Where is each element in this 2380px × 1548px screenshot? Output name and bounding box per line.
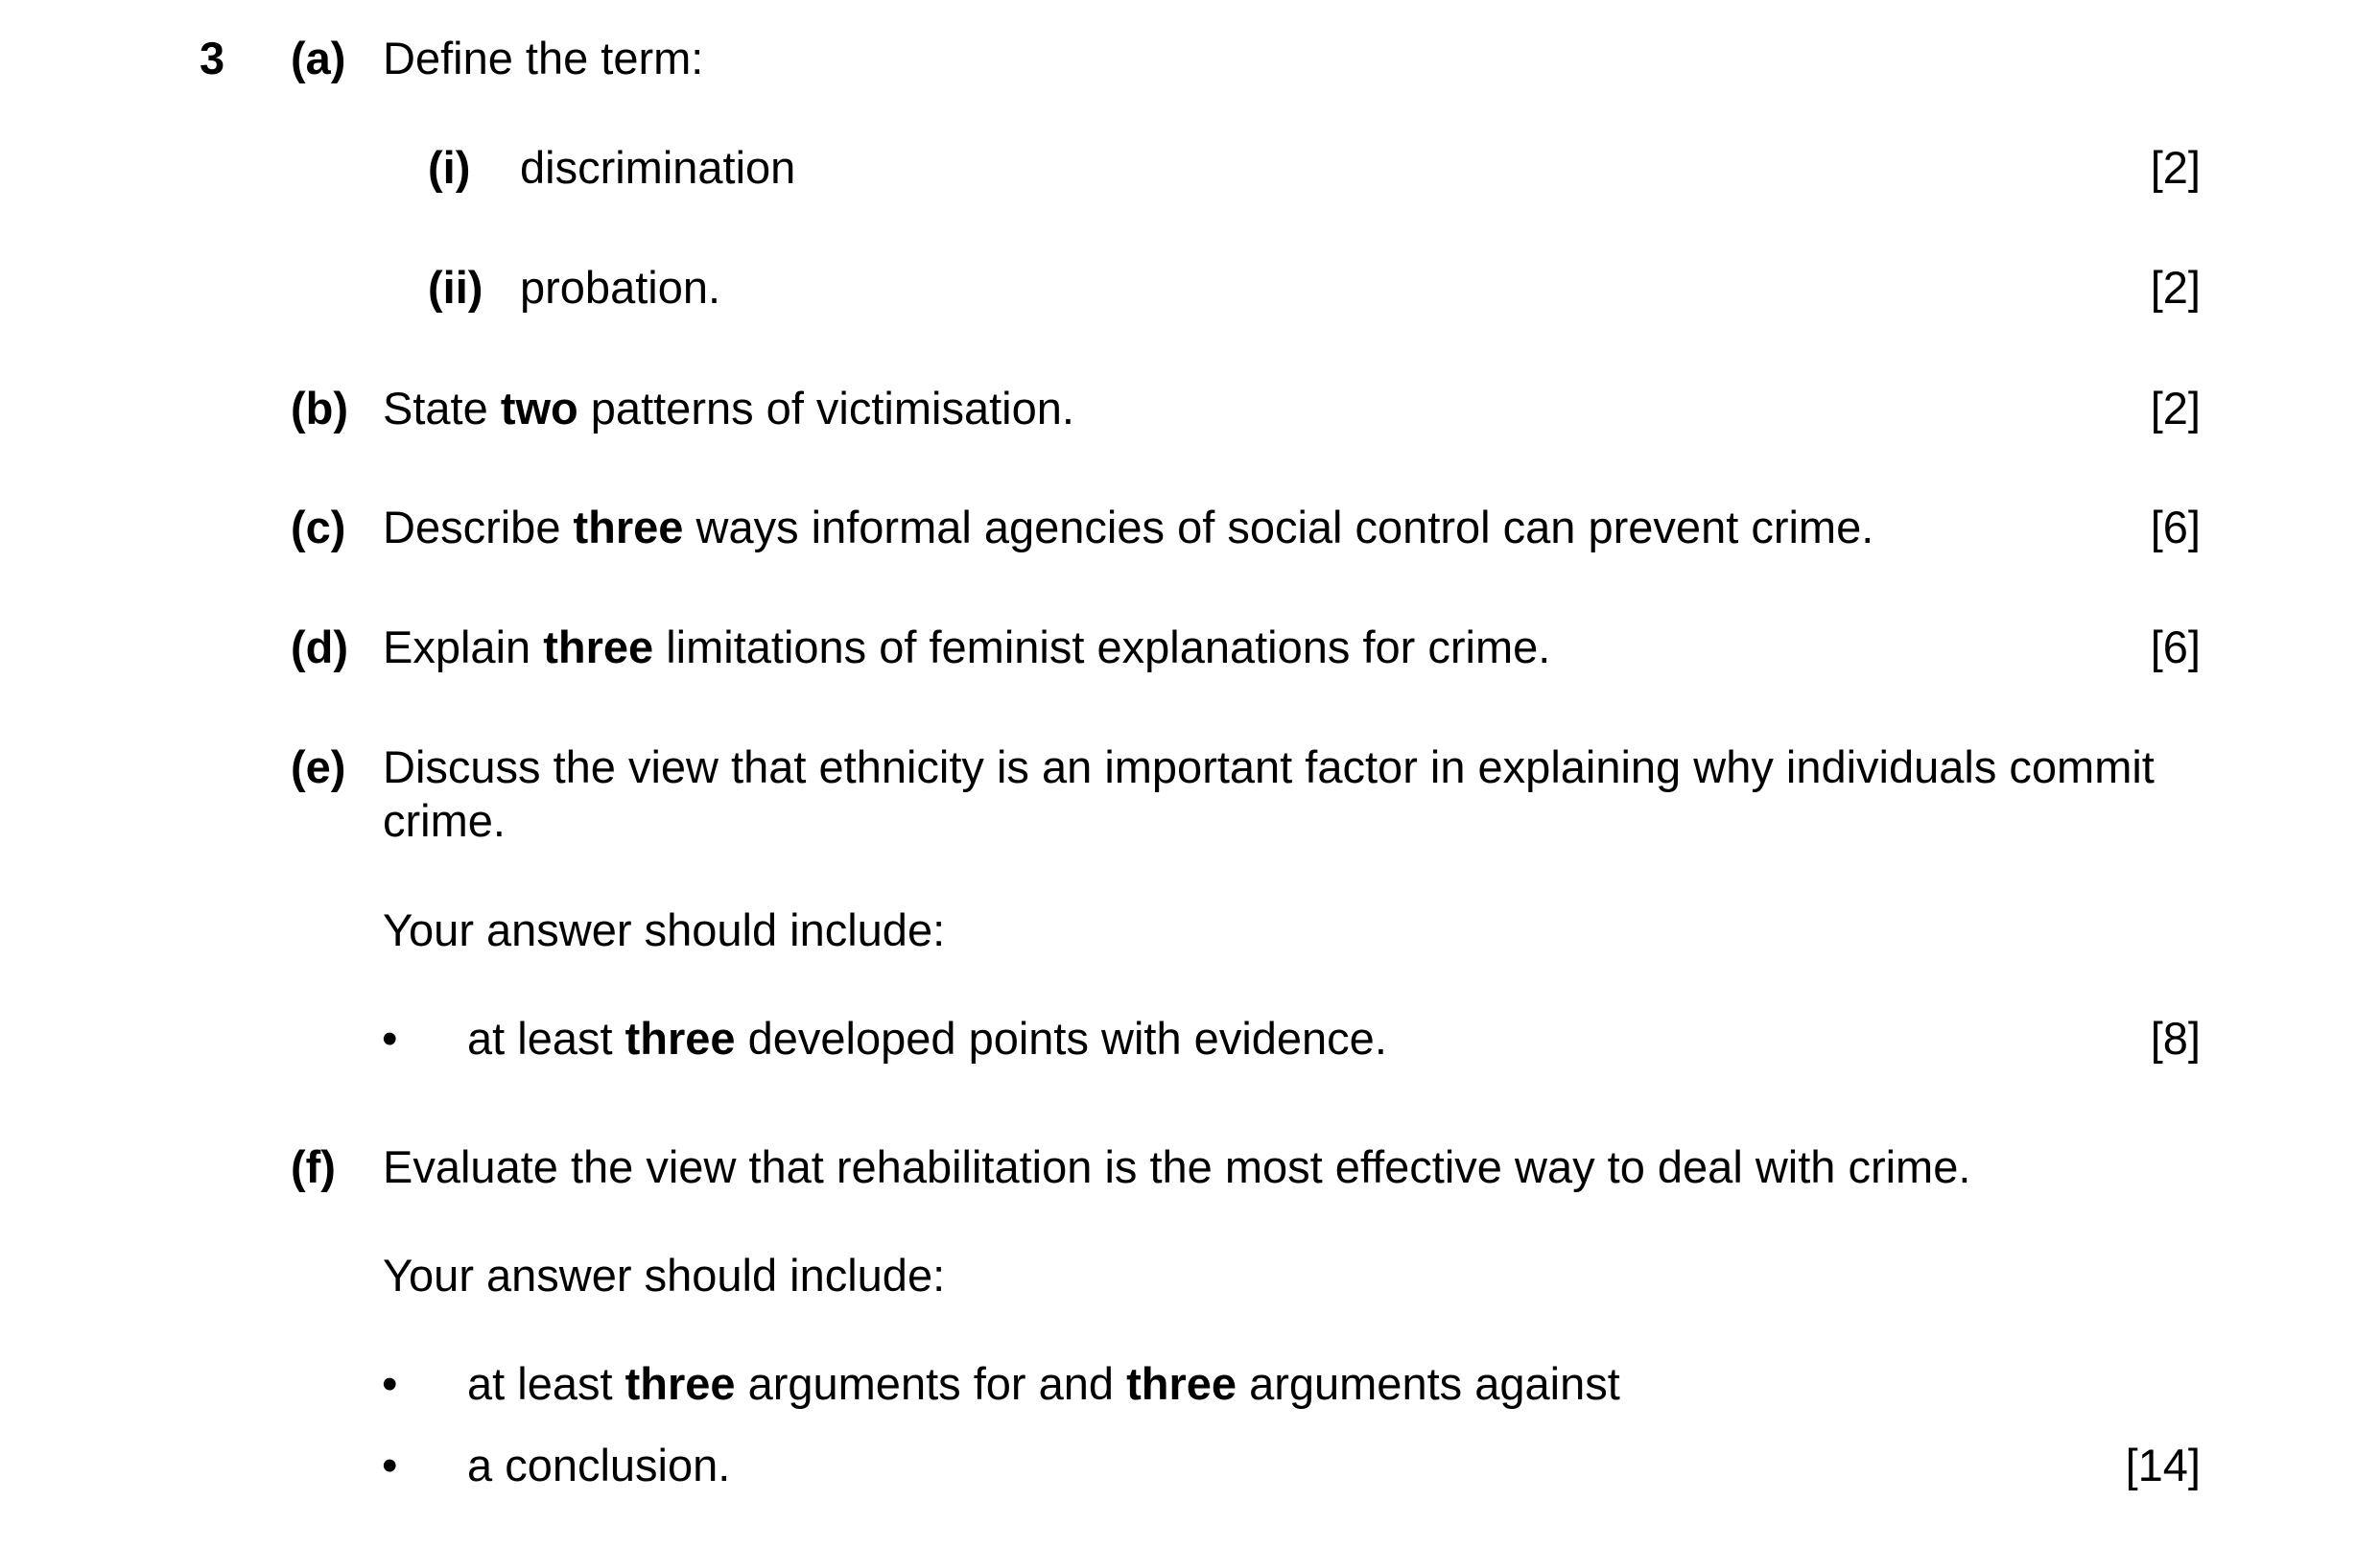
part-a-text: Define the term: [383,33,704,83]
part-d-bold: three [543,622,654,672]
part-c-text [383,501,1873,554]
part-f-bullet-1-mid: arguments for and [735,1358,1127,1409]
part-b-post: patterns of victimisation. [577,383,1074,434]
part-e-marks: [8] [2150,1013,2201,1064]
part-b-text [383,382,1074,435]
part-c-marks: [6] [2150,502,2201,552]
part-f-bullet-1-pre: at least [467,1358,625,1409]
part-d-label: (d) [291,622,349,672]
part-e-label: (e) [291,741,346,792]
part-e-bullet-1-pre: at least [467,1013,625,1064]
part-e-bullet-1-bold: three [624,1013,736,1064]
part-e-bullet-1-marker: • [382,1013,398,1064]
part-f-bullet-1-bold1: three [624,1358,736,1409]
part-d-post: limitations of feminist explanations for crime. [653,622,1551,672]
part-c-post: ways informal agencies of social control can prevent crime. [683,502,1874,552]
part-c-pre: Describe [383,502,574,552]
subpart-ii-label: (ii) [428,262,483,313]
part-f-instruction: Your answer should include: [383,1250,946,1301]
part-d-text [383,621,1550,674]
part-f-bullet-1-marker: • [382,1358,398,1409]
part-f-bullet-2-marker: • [382,1440,398,1490]
part-d-pre: Explain [383,622,544,672]
part-c-bold: three [573,502,684,552]
part-b-pre: State [383,383,501,434]
part-f-bullet-2-text: a conclusion. [467,1440,731,1490]
subpart-i-label: (i) [428,142,471,193]
part-f-text: Evaluate the view that rehabilitation is the most effective way to deal with crime. [383,1141,1971,1192]
part-e-bullet-1-post: developed points with evidence. [735,1013,1387,1064]
part-f-bullet-1-bold2: three [1126,1358,1237,1409]
part-e-bullet-1-text [467,1012,1387,1066]
part-d-marks: [6] [2150,622,2201,672]
part-f-bullet-1-text [467,1357,1620,1411]
part-a-label: (a) [291,33,346,83]
part-f-marks: [14] [2125,1440,2201,1490]
subpart-ii-text: probation. [520,262,721,313]
part-b-label: (b) [291,383,349,434]
part-c-label: (c) [291,502,346,552]
part-e-instruction: Your answer should include: [383,904,946,955]
subpart-i-text: discrimination [520,142,796,193]
subpart-ii-marks: [2] [2150,262,2201,313]
part-f-bullet-1-post: arguments against [1237,1358,1620,1409]
part-e-text: Discuss the view that ethnicity is an important factor in explaining why individuals commit crime. [383,741,2155,846]
part-f-label: (f) [291,1141,336,1192]
part-b-bold: two [500,383,578,434]
question-number: 3 [200,33,225,83]
subpart-i-marks: [2] [2150,142,2201,193]
part-b-marks: [2] [2150,383,2201,434]
